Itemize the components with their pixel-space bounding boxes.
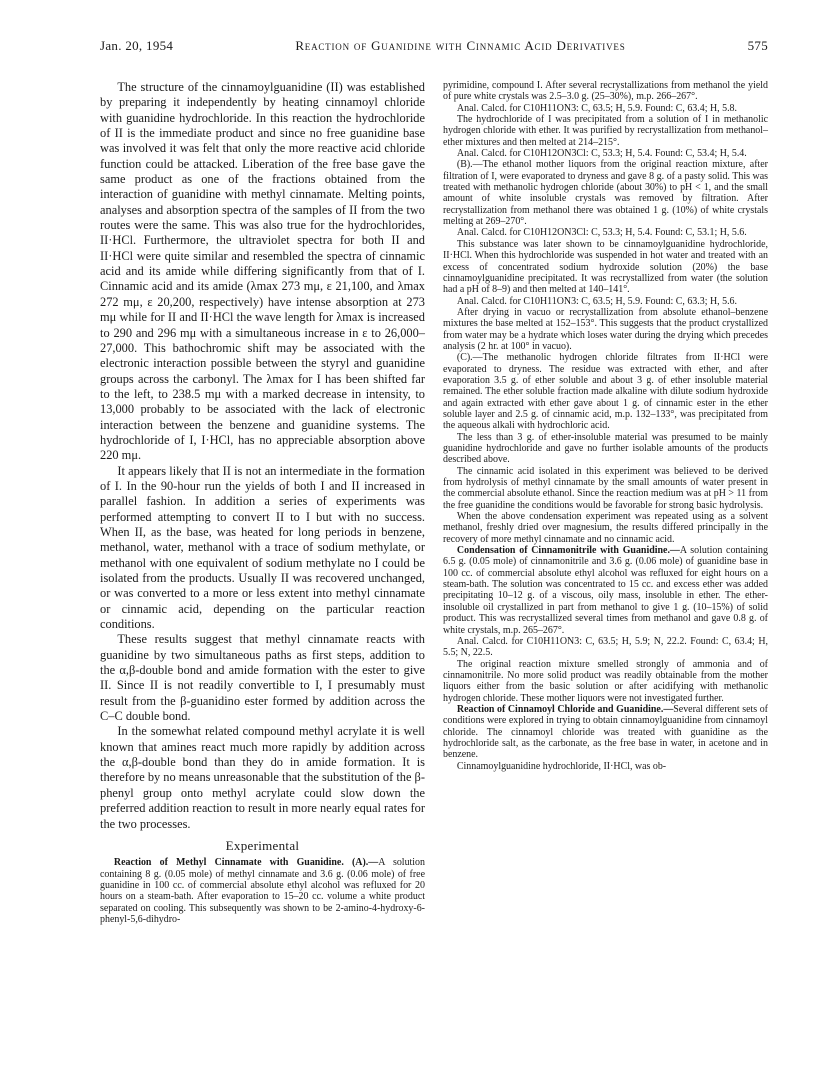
cinnamoyl-chloride-heading: Reaction of Cinnamoyl Chloride and Guanidine.— (456, 703, 674, 715)
experiment-a-heading: Reaction of Methyl Cinnamate with Guanidine. (A).— (113, 857, 379, 869)
cinnamoyl-chloride-paragraph (443, 704, 768, 761)
analysis-line: Anal. Calcd. for C10H11ON3: C, 63.5; H, 5.9. Found: C, 63.4; H, 5.8. (456, 102, 738, 114)
experimental-paragraph: After drying in vacuo or recrystallization from absolute ethanol–benzene mixtures the base melted at 152–153°. This suggests that the product crystallized from water may be a hydrate which loses water during the drying which precedes analysis (2 hr. at 100° in vacuo). (443, 306, 768, 352)
analysis-line: Anal. Calcd. for C10H12ON3Cl: C, 53.3; H, 5.4. Found: C, 53.1; H, 5.6. (456, 227, 747, 239)
experimental-paragraph: Cinnamoylguanidine hydrochloride, II·HCl, was ob- (456, 760, 667, 772)
experimental-paragraph: The original reaction mixture smelled strongly of ammonia and of cinnamonitrile. No more solid product was readily obtainable from the mother liquors either from the basic solution or after acidifying with methanolic hydrogen chloride. These mother liquors were not investigated further. (443, 658, 768, 704)
page-number: 575 (747, 38, 768, 53)
running-header (100, 38, 768, 54)
two-column-body (100, 80, 768, 925)
experimental-paragraph: When the above condensation experiment was repeated using as a solvent methanol, freshly dried over magnesium, the results differed principally in the recovery of more methyl cinnamate and no cinnamic acid. (443, 511, 768, 545)
experimental-paragraph: The less than 3 g. of ether-insoluble material was presumed to be mainly guanidine hydrochloride and gave no further isolable amounts of the products described above. (443, 431, 768, 466)
cinnamonitrile-text: A solution containing 6.5 g. (0.05 mole) of cinnamonitrile and 3.6 g. (0.06 mole) of guanidine base in 100 cc. of commercial absolute ethyl alcohol was refluxed for eight hours on a steam-bath. The solution was concentrated to 15 cc. and excess ether was added precipitating 10–12 g. of a viscous, oily mass, insoluble in ether. The ether-insoluble oil crystallized in part from methanol to give 1 g. (10–15%) of solid product. This was recrystallized several times from methanol and gave 0.8 g. of white crystals, m.p. 265–267°. (443, 545, 768, 636)
cinnamonitrile-heading: Condensation of Cinnamonitrile with Guanidine.— (456, 545, 680, 557)
experiment-a-text: A solution containing 8 g. (0.05 mole) of methyl cinnamate and 3.6 g. (0.06 mole) of free guanidine in 100 cc. of commercial absolute ethyl alcohol was refluxed for 20 hours on a steam-bath. After evaporation to 15–20 cc. volume a white product separated on cooling. This subsequently was shown to be 2-amino-4-hydroxy-6-phenyl-5,6-dihydro- (100, 857, 425, 925)
experiment-a-paragraph (100, 857, 425, 925)
analysis-line: Anal. Calcd. for C10H12ON3Cl: C, 53.3; H, 5.4. Found: C, 53.4; H, 5.4. (456, 148, 747, 160)
experimental-paragraph: pyrimidine, compound I. After several recrystallizations from methanol the yield of pure white crystals was 2.5–3.0 g. (25–30%), m.p. 266–267°. (443, 80, 768, 103)
experimental-paragraph: (C).—The methanolic hydrogen chloride filtrates from II·HCl were evaporated to dryness. The residue was extracted with ether, and after evaporation 3.5 g. of ether soluble and about 3 g. of ether insoluble material remained. The ether soluble fraction made alkaline with dilute sodium hydroxide and again extracted with ether gave about 1 g. of cinnamic ester in the ether soluble layer and 2.5 g. of cinnamic acid, m.p. 132–133°, was precipitated from the aqueous alkali with hydrochloric acid. (443, 352, 768, 432)
cinnamonitrile-paragraph (443, 545, 768, 636)
experimental-paragraph: The cinnamic acid isolated in this experiment was believed to be derived from hydrolysis of methyl cinnamate by the small amounts of water present in the commercial absolute ethanol. Since the reaction medium was at pH > 11 from the free guanidine the conditions would be favorable for strong basic hydrolysis. (443, 465, 768, 511)
cinnamoyl-chloride-text: Several different sets of conditions were explored in trying to obtain cinnamoylguanidine from cinnamoyl chloride. The cinnamoyl chloride was treated with guanidine as the hydrochloride salt, as the carbonate, as the free base in water, in acetone and in benzene. (443, 703, 768, 761)
right-column (443, 80, 768, 925)
experimental-paragraph: (B).—The ethanol mother liquors from the original reaction mixture, after filtration of I, were evaporated to dryness and gave 8 g. of a pasty solid. This was treated with methanolic hydrogen chloride (about 30%) to pH < 1, and the small amount of white insoluble crystals was removed by filtration. After recrystallization from methanol there was obtained 1 g. (10%) of white crystals melting at 269–270°. (443, 159, 768, 228)
discussion-paragraph: These results suggest that methyl cinnamate reacts with guanidine by two simultaneous paths as first steps, addition to the α,β-double bond and amide formation with the ester to give II. Since II is not readily convertible to I, I presumably must result from the β-guanidino ester formed by addition across the C–C double bond. (100, 632, 425, 724)
issue-date: Jan. 20, 1954 (100, 38, 174, 53)
left-column (100, 80, 425, 925)
discussion-paragraph: It appears likely that II is not an intermediate in the formation of I. In the 90-hour run the yields of both I and II increased in parallel fashion. In addition a series of experiments was performed attempting to convert II to I but with no success. When II, as the base, was heated for long periods in benzene, methanol, water, methanol with a trace of sodium methylate, or methanol with one equivalent of sodium methylate no I could be isolated from the products. Usually II was recovered unchanged, or was converted to a more or less extent into methyl cinnamate or cinnamic acid, depending on the particular reaction conditions. (100, 463, 425, 632)
experimental-heading: Experimental (225, 837, 300, 853)
experimental-paragraph: The hydrochloride of I was precipitated from a solution of I in methanolic hydrogen chloride with ether. It was purified by recrystallization from methanol–ether mixtures and then melted at 214–215°. (443, 114, 768, 148)
analysis-line: Anal. Calcd. for C10H11ON3: C, 63.5; H, 5.9; N, 22.2. Found: C, 63.4; H, 5.5; N, 22.5. (443, 635, 768, 659)
discussion-paragraph: In the somewhat related compound methyl acrylate it is well known that amines react much more rapidly by addition across the α,β-double bond than they do in amide formation. It is therefore by no means unreasonable that the substitution of the β-phenyl group onto methyl acrylate could slow down the preferred addition reaction to result in more nearly equal rates for the two processes. (100, 724, 425, 831)
analysis-line: Anal. Calcd. for C10H11ON3: C, 63.5; H, 5.9. Found: C, 63.3; H, 5.6. (456, 295, 738, 307)
discussion-paragraph: The structure of the cinnamoylguanidine (II) was established by preparing it independently by heating cinnamoyl chloride with guanidine hydrochloride. In this reaction the hydrochloride of II is the immediate product and since no free guanidine base was involved it was felt that only the more reactive acid chloride function could be attacked. Liberation of the free base gave the same product as one of the fractions obtained from the interaction of guanidine with methyl cinnamate. Melting points, analyses and absorption spectra of the samples of II from the two routes were the same. This was also true for the hydrochlorides, II·HCl. Furthermore, the ultraviolet spectra for both II and II·HCl were quite similar and resembled the spectra of cinnamic acid and its amide while differing significantly from that of I. Cinnamic acid and its amide (λmax 273 mμ, ε 21,100, and λmax 272 mμ, ε 20,200, respectively) have intense absorption at 273 mμ while for II and II·HCl the wave length for λmax is increased to 290 and 296 mμ with a simultaneous increase in ε to 26,000–27,000. This bathochromic shift may be associated with the electronic interaction possible between the styryl and guanidine groups across the carbonyl. The λmax for I has been shifted far to the left, to 238.5 mμ with a marked decrease in intensity, to 13,000 probably to be associated with the lack of electronic interaction between the benzene and guanidine systems. The hydrochloride of I, I·HCl, has no appreciable absorption above 220 mμ. (100, 80, 425, 463)
experimental-paragraph: This substance was later shown to be cinnamoylguanidine hydrochloride, II·HCl. When this hydrochloride was suspended in hot water and treated with an excess of concentrated sodium hydroxide solution (20%) the base cinnamoylguanidine precipitated. It was recrystallized from water (the solution had a pH of 8–9) and then melted at 140–141°. (443, 238, 768, 296)
running-title: Reaction of Guanidine with Cinnamic Acid Derivatives (295, 38, 626, 53)
